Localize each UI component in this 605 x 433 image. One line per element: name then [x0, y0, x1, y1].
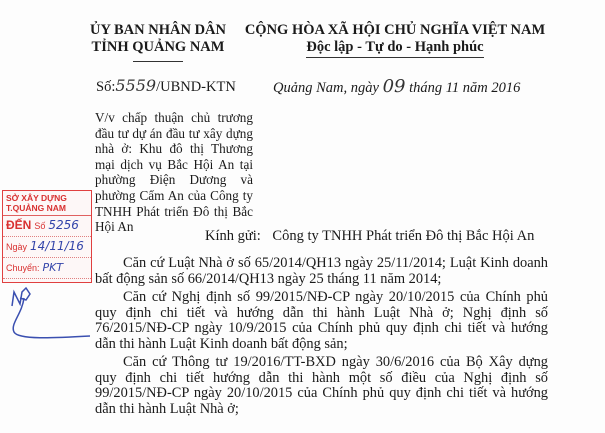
stamp-row-date	[3, 237, 91, 258]
received-stamp	[2, 190, 92, 283]
handwritten-scribble-icon	[4, 284, 94, 354]
national-header	[242, 22, 548, 58]
agency-underline	[133, 61, 183, 62]
doc-number-prefix: Số:	[96, 79, 116, 95]
stamp-title: SỞ XÂY DỰNG T.QUẢNG NAM	[3, 191, 91, 216]
stamp-ngay-label: Ngày	[6, 242, 28, 252]
stamp-chuyen-value: PKT	[42, 261, 64, 274]
national-title: CỘNG HÒA XÃ HỘI CHỦ NGHĨA VIỆT NAM	[244, 22, 546, 38]
paragraph: Căn cứ Nghị định số 99/2015/NĐ-CP ngày 20/10/2015 của Chính phủ quy định chi tiết và hướng dẫn thi hành Luật Nhà ở; Nghị định số 76/2015/NĐ-CP ngày 10/9/2015 của Chính phủ quy định chi tiết và hướng dẫn thi hành Luật Kinh doanh bất động sản;	[95, 289, 548, 352]
date-prefix: Quảng Nam, ngày	[273, 80, 379, 96]
paragraph: Căn cứ Thông tư 19/2016/TT-BXD ngày 30/6/2016 của Bộ Xây dựng quy định chi tiết hướng dẫn thi hành một số điều của Nghị định số 99/2015/NĐ-CP ngày 20/10/2015 của Chính phủ quy định chi tiết và hướng dẫn thi hành Luật Nhà ở;	[95, 354, 548, 417]
stamp-row-number	[3, 216, 91, 237]
stamp-ngay-value: 14/11/16	[30, 239, 84, 253]
handwritten-annotation	[4, 284, 94, 359]
recipient-line	[205, 228, 534, 245]
document-number	[96, 76, 236, 96]
agency-line-1: ỦY BAN NHÂN DÂN	[89, 22, 226, 38]
document-date	[273, 76, 520, 97]
date-day-handwritten: 09	[382, 76, 406, 97]
recipient-name: Công ty TNHH Phát triển Đô thị Bắc Hội An	[272, 228, 535, 244]
stamp-chuyen-label: Chuyển:	[6, 263, 40, 273]
stamp-row-forward	[3, 258, 91, 279]
stamp-den: ĐẾN	[6, 218, 32, 232]
doc-number-handwritten: 5559	[115, 76, 157, 95]
doc-number-suffix: /UBND-KTN	[156, 79, 236, 95]
recipient-label: Kính gửi:	[205, 228, 261, 244]
issuing-agency	[80, 22, 236, 56]
document-body	[95, 256, 548, 420]
stamp-so-label: Số	[34, 221, 46, 231]
agency-line-2: TỈNH QUẢNG NAM	[91, 39, 225, 55]
date-month-year: tháng 11 năm 2016	[409, 80, 521, 96]
stamp-so-value: 5256	[48, 218, 79, 232]
paragraph: Căn cứ Luật Nhà ở số 65/2014/QH13 ngày 25/11/2014; Luật Kinh doanh bất động sản số 66/2014/QH13 ngày 25 tháng 11 năm 2014;	[95, 255, 548, 287]
subject-line: V/v chấp thuận chủ trương đầu tư dự án đầu tư xây dựng nhà ở: Khu đô thị Thương mại dịch vụ Bắc Hội An tại phường Điện Dương và phường Cẩm An của Công ty TNHH Phát triển Đô thị Bắc Hội An	[95, 110, 253, 235]
national-motto: Độc lập - Tự do - Hạnh phúc	[306, 39, 483, 58]
